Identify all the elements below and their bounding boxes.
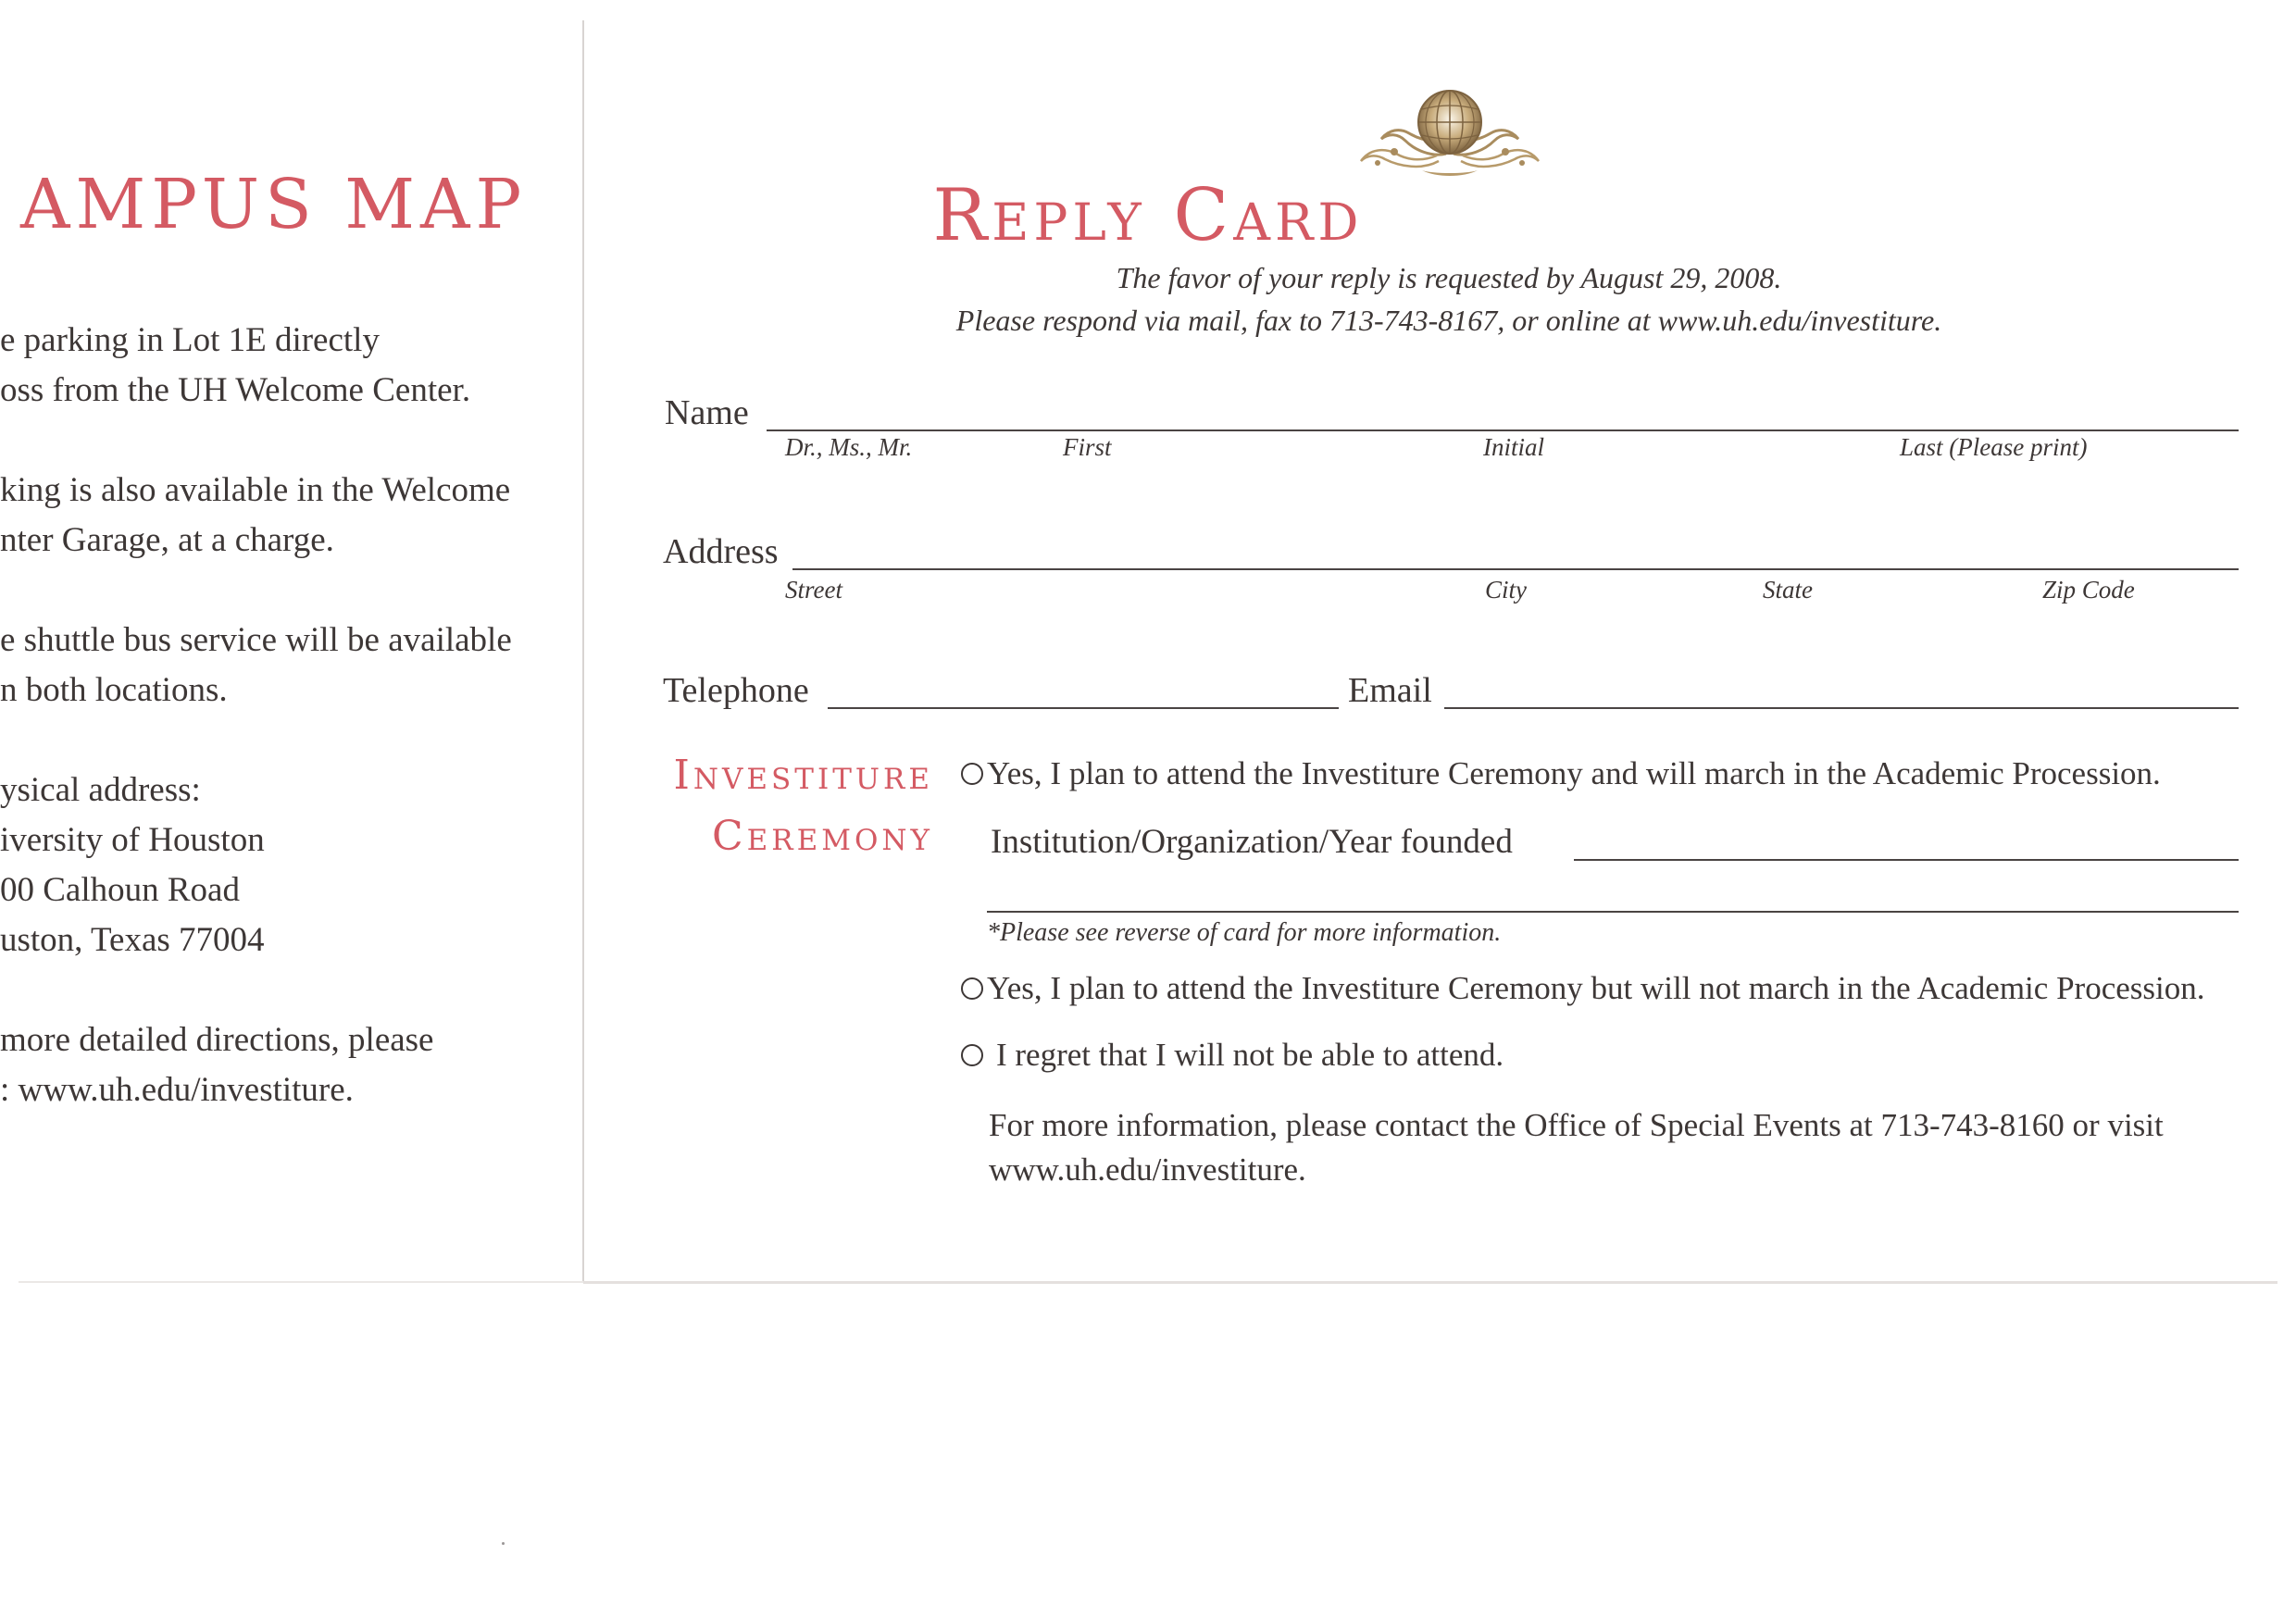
campus-text-line: uston, Texas 77004: [0, 921, 265, 959]
address-city-sublabel: City: [1485, 576, 1527, 604]
campus-text-line: king is also available in the Welcome: [0, 471, 511, 509]
telephone-label: Telephone: [663, 671, 809, 710]
section-heading-investiture: Investiture: [673, 752, 933, 799]
option-regret[interactable]: [961, 1037, 1504, 1074]
option-attend-march-label: Yes, I plan to attend the Investiture Ceremony and will march in the Academic Procession.: [987, 755, 2161, 791]
name-last-sublabel: Last (Please print): [1900, 433, 2088, 461]
name-label: Name: [665, 393, 749, 432]
institution-label: Institution/Organization/Year founded: [991, 823, 1513, 861]
name-initial-sublabel: Initial: [1483, 433, 1544, 461]
name-first-sublabel: First: [1063, 433, 1112, 461]
campus-text-line: iversity of Houston: [0, 821, 265, 859]
email-label: Email: [1348, 671, 1432, 710]
name-field[interactable]: [767, 429, 2239, 431]
institution-field[interactable]: [1574, 859, 2239, 861]
campus-text-line: e parking in Lot 1E directly: [0, 321, 380, 359]
radio-circle-icon[interactable]: [961, 763, 983, 785]
address-state-sublabel: State: [1763, 576, 1813, 604]
name-title-sublabel: Dr., Ms., Mr.: [785, 433, 913, 461]
contact-info-line-2: www.uh.edu/investiture.: [989, 1151, 1306, 1188]
campus-text-line: e shuttle bus service will be available: [0, 621, 512, 659]
contact-info-line-1: For more information, please contact the Office of Special Events at 713-743-8160 or visit: [989, 1107, 2164, 1143]
campus-text-line: nter Garage, at a charge.: [0, 521, 334, 559]
reverse-note: *Please see reverse of card for more information.: [987, 918, 1502, 947]
section-heading-ceremony: Ceremony: [711, 813, 933, 860]
address-zip-sublabel: Zip Code: [2042, 576, 2135, 604]
radio-circle-icon[interactable]: [961, 1044, 983, 1066]
card-bottom-edge: [583, 1281, 2277, 1284]
campus-text-line: n both locations.: [0, 671, 228, 709]
radio-circle-icon[interactable]: [961, 977, 983, 1000]
campus-map-title: AMPUS MAP: [20, 165, 528, 244]
campus-text-line: oss from the UH Welcome Center.: [0, 371, 471, 409]
option-attend-no-march[interactable]: [961, 970, 2204, 1007]
address-street-sublabel: Street: [785, 576, 842, 604]
campus-text-line: ysical address:: [0, 771, 201, 809]
reply-deadline: The favor of your reply is requested by August 29, 2008.: [1116, 261, 1782, 294]
option-attend-no-march-label: Yes, I plan to attend the Investiture Ceremony but will not march in the Academic Procession.: [987, 970, 2205, 1006]
globe-crest-icon: [1357, 81, 1542, 183]
scan-speck: [502, 1542, 505, 1545]
option-attend-march[interactable]: [961, 755, 2161, 792]
telephone-field[interactable]: [828, 707, 1339, 709]
email-field[interactable]: [1444, 707, 2239, 709]
left-panel-bottom-edge: [19, 1281, 583, 1283]
campus-text-line: : www.uh.edu/investiture.: [0, 1071, 354, 1109]
address-label: Address: [663, 532, 779, 571]
campus-text-line: more detailed directions, please: [0, 1021, 434, 1059]
campus-text-line: 00 Calhoun Road: [0, 871, 240, 909]
reply-instructions: Please respond via mail, fax to 713-743-8167, or online at www.uh.edu/investiture.: [955, 304, 1942, 337]
reply-card-title: Reply Card: [932, 174, 1364, 257]
institution-field-line-2[interactable]: [987, 911, 2239, 913]
option-regret-label: I regret that I will not be able to attend.: [996, 1037, 1504, 1073]
address-field[interactable]: [792, 568, 2239, 570]
